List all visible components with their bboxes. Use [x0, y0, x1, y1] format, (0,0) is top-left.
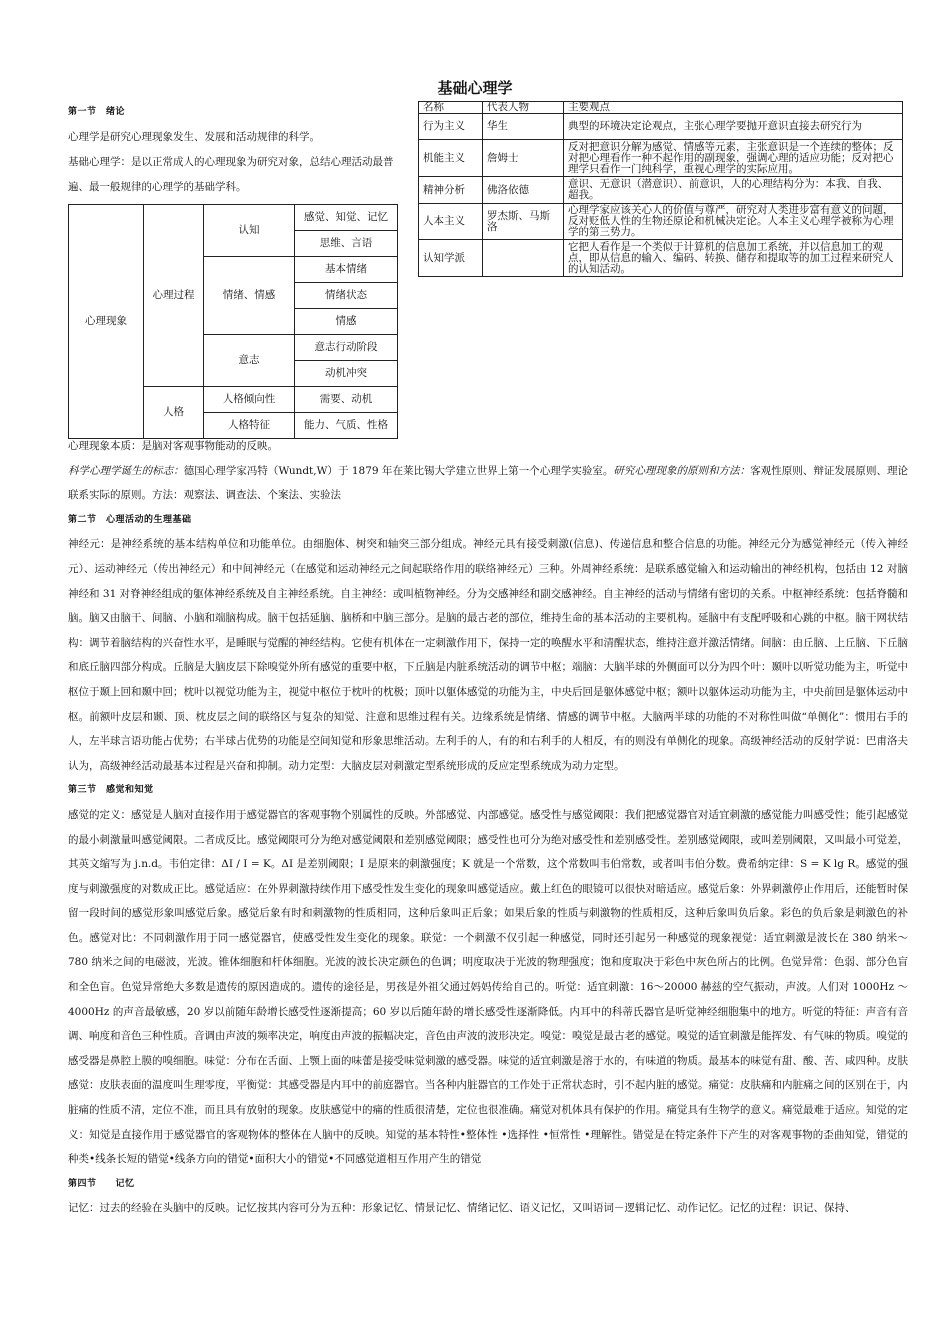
section-3-text: 感觉的定义：感觉是人脑对直接作用于感觉器官的客观事物个别属性的反映。外部感觉、内部感觉。感受性与感觉阈限：我们把感觉器官对适宜刺激的感觉能力叫感受性；能引起感觉的最小刺激量叫感觉阈限。二者成反比。感觉阈限可分为绝对感觉阈限和差别感觉阈限；感受性也可分为绝对感受性和差别感受性。差别感觉阈限，或叫差别阈限，又叫最小可觉差，其英文缩写为 j.n.d。韦伯定律：ΔI / I = K。ΔI 是差别阈限；I 是原来的刺激强度；K 就是一个常数，这个常数叫韦伯常数，或者叫韦伯分数。费希纳定律：S = K lg R。感觉的强度与刺激强度的对数成正比。感觉适应：在外界刺激持续作用下感受性发生变化的现象叫感觉适应。戴上红色的眼镜可以很快对暗适应。感觉后象：外界刺激停止作用后，还能暂时保留一段时间的感觉形象叫感觉后象。感觉后象有时和刺激物的性质相同，这种后象叫正后象；如果后象的性质与刺激物的性质相反，这种后象叫负后象。彩色的负后象是刺激色的补色。感觉对比：不同刺激作用于同一感觉器官，使感受性发生变化的现象。联觉：一个刺激不仅引起一种感觉，同时还引起另一种感觉的现象视觉：适宜刺激是波长在 380 纳米～780 纳米之间的电磁波，光波。锥体细胞和杆体细胞。光波的波长决定颜色的色调；明度取决于光波的物理强度；饱和度取决于彩色中灰色所占的比例。色觉异常：色弱、部分色盲和全色盲。色觉异常绝大多数是遗传的原因造成的。遗传的途径是，男孩是外祖父通过妈妈传给自己的。听觉：适宜刺激：16～20000 赫兹的空气振动，声波。人们对 1000Hz ～ 4000Hz 的声音最敏感，20 岁以前随年龄增长感受性逐渐提高；60 岁以后随年龄的增长感受性逐渐降低。内耳中的科蒂氏器官是听觉神经细胞集中的地方。听觉的特征：声音有音调、响度和音色三种性质。音调由声波的频率决定，响度由声波的振幅决定，音色由声波的波形决定。嗅觉：嗅觉是最古老的感觉。嗅觉的适宜刺激是能挥发、有气味的物质。嗅觉的感受器是鼻腔上膜的嗅细胞。味觉：分布在舌面、上颚上面的味蕾是接受味觉刺激的感受器。味觉的适宜刺激是溶于水的，有味道的物质。最基本的味觉有甜、酸、苦、咸四种。皮肤感觉：皮肤表面的温度叫生理零度，平衡觉：其感受器是内耳中的前庭器官。当各种内脏器官的工作处于正常状态时，引不起内脏的感觉。痛觉：皮肤痛和内脏痛之间的区别在于，内脏痛的性质不清，定位不准，而且具有放射的现象。皮肤感觉中的痛的性质很清楚，定位也很准确。痛觉对机体具有保护的作用。痛觉具有生物学的意义。痛觉最难于适应。知觉的定义：知觉是直接作用于感觉器官的客观物体的整体在人脑中的反映。知觉的基本特性•整体性 •选择性 •恒常性 •理解性。错觉是在特定条件下产生的对客观事物的歪曲知觉，错觉的种类•线条长短的错觉•线条方向的错觉•面积大小的错觉•不同感觉道相互作用产生的错觉 — [68, 808, 908, 1166]
tree-tendency: 人格倾向性 — [204, 387, 295, 413]
intro-paragraph: 心理学是研究心理现象发生、发展和活动规律的科学。 — [68, 131, 320, 143]
principle-label: 研究心理现象的原则和方法： — [613, 464, 751, 477]
tree-personality: 人格 — [144, 387, 204, 439]
school-name: 行为主义 — [419, 114, 483, 140]
school-name: 精神分析 — [419, 177, 483, 204]
school-name: 人本主义 — [419, 204, 483, 240]
birth-label: 科学心理学诞生的标志： — [68, 464, 184, 477]
principle-text: 客观性原则、辩证发展原则、理论联系实际的原则。方法：观察法、调查法、个案法、实验法 — [68, 464, 909, 502]
school-rep: 华生 — [483, 114, 564, 140]
tree-trait: 人格特征 — [204, 413, 295, 439]
tree-cell: 动机冲突 — [295, 361, 398, 387]
school-view: 意识、无意识（潜意识）、前意识，人的心理结构分为：本我、自我、超我。 — [564, 177, 903, 204]
essence-line: 心理现象本质：是脑对客观事物能动的反映。 — [68, 440, 278, 452]
tree-cell: 基本情绪 — [295, 257, 398, 283]
tree-emotion: 情绪、情感 — [204, 257, 295, 335]
school-view: 心理学家应该关心人的价值与尊严，研究对人类进步富有意义的问题，反对贬低人性的生物还原论和机械决定论。人本主义心理学被称为心理学的第三势力。 — [564, 204, 903, 240]
body-text — [68, 434, 908, 1221]
school-name: 认知学派 — [419, 240, 483, 277]
tree-cell: 意志行动阶段 — [295, 335, 398, 361]
tree-cell: 思维、言语 — [295, 231, 398, 257]
schools-header-rep: 代表人物 — [483, 102, 564, 114]
school-view: 它把人看作是一个类似于计算机的信息加工系统，并以信息加工的观点，即从信息的输入、编码、转换、储存和提取等的加工过程来研究人的认知活动。 — [564, 240, 903, 277]
section-2-heading: 第二节 心理活动的生理基础 — [68, 514, 192, 525]
tree-process: 心理过程 — [144, 205, 204, 387]
tree-root: 心理现象 — [69, 205, 144, 439]
birth-text: 德国心理学家冯特（Wundt,W）于 1879 年在莱比锡大学建立世界上第一个心理学实验室。 — [183, 464, 614, 477]
tree-cognition: 认知 — [204, 205, 295, 257]
school-name: 机能主义 — [419, 140, 483, 177]
schools-header-view: 主要观点 — [564, 102, 903, 114]
tree-will: 意志 — [204, 335, 295, 387]
school-rep: 罗杰斯、马斯洛 — [483, 204, 564, 240]
tree-cell: 情绪状态 — [295, 283, 398, 309]
tree-cell: 感觉、知觉、记忆 — [295, 205, 398, 231]
tree-cell: 需要、动机 — [295, 387, 398, 413]
mental-phenomena-table — [68, 204, 398, 439]
page-title: 基础心理学 — [437, 79, 513, 97]
school-view: 反对把意识分解为感觉、情感等元素，主张意识是一个连续的整体；反对把心理看作一种不起作用的副现象，强调心理的适应功能；反对把心理学只看作一门纯科学，重视心理学的实际应用。 — [564, 140, 903, 177]
schools-table — [418, 101, 903, 277]
section-4-text: 记忆：过去的经验在头脑中的反映。记忆按其内容可分为五种：形象记忆、情景记忆、情绪记忆、语义记忆，又叫语词－逻辑记忆、动作记忆。记忆的过程：识记、保持、 — [68, 1202, 856, 1215]
section-4-heading: 第四节 记忆 — [68, 1178, 135, 1189]
schools-header-name: 名称 — [419, 102, 483, 114]
intro-column — [68, 100, 410, 439]
birth-principle-paragraph — [68, 459, 908, 508]
section-2-text: 神经元：是神经系统的基本结构单位和功能单位。由细胞体、树突和轴突三部分组成。神经元具有接受刺激(信息)、传递信息和整合信息的功能。神经元分为感觉神经元（传入神经元）、运动神经元（传出神经元）和中间神经元（在感觉和运动神经元之间起联络作用的联络神经元）三种。外周神经系统：是联系感觉输入和运动输出的神经机构，包括由 12 对脑神经和 31 对脊神经组成的躯体神经系统及自主神经系统。自主神经：或叫植物神经。分为交感神经和副交感神经。自主神经的活动与情绪有密切的关系。中枢神经系统：包括脊髓和脑。脑又由脑干、间脑、小脑和端脑构成。脑干包括延脑、脑桥和中脑三部分。是脑的最古老的部位，维持生命的基本活动的主要机构。延脑中有支配呼吸和心跳的中枢。脑干网状结构：调节着脑结构的兴奋性水平，是睡眠与觉醒的神经结构。它使有机体在一定刺激作用下，保持一定的唤醒水平和清醒状态，维持注意并激活情绪。间脑：由丘脑、上丘脑、下丘脑和底丘脑四部分构成。丘脑是大脑皮层下除嗅觉外所有感觉的重要中枢，下丘脑是内脏系统活动的调节中枢；端脑：大脑半球的外侧面可以分为四个叶：颞叶以听觉功能为主，听觉中枢位于颞上回和颞中回；枕叶以视觉功能为主，视觉中枢位于枕叶的枕极；顶叶以躯体感觉的功能为主，中央后回是躯体感觉中枢；额叶以躯体运动功能为主，中央前回是躯体运动中枢。前额叶皮层和颞、顶、枕皮层之间的联络区与复杂的知觉、注意和思维过程有关。边缘系统是情绪、情感的调节中枢。大脑两半球的功能的不对称性叫做“单侧化”：惯用右手的人，左半球言语功能占优势；右半球占优势的功能是空间知觉和形象思维活动。左利手的人，有的和右利手的人相反，有的则没有单侧化的现象。高级神经活动的反射学说：巴甫洛夫认为，高级神经活动最基本过程是兴奋和抑制。动力定型：大脑皮层对刺激定型系统形成的反应定型系统成为动力定型。 — [68, 538, 908, 772]
basic-psychology-definition: 基础心理学：是以正常成人的心理现象为研究对象，总结心理活动最普遍、最一般规律的心理学的基础学科。 — [68, 156, 394, 193]
section-3-heading: 第三节 感觉和知觉 — [68, 785, 154, 796]
tree-cell: 能力、气质、性格 — [295, 413, 398, 439]
school-rep — [483, 240, 564, 277]
school-rep: 佛洛依德 — [483, 177, 564, 204]
school-view: 典型的环境决定论观点，主张心理学要抛开意识直接去研究行为 — [564, 114, 903, 140]
section-1-heading: 第一节 绪论 — [68, 107, 126, 117]
school-rep: 詹姆士 — [483, 140, 564, 177]
tree-cell: 情感 — [295, 309, 398, 335]
